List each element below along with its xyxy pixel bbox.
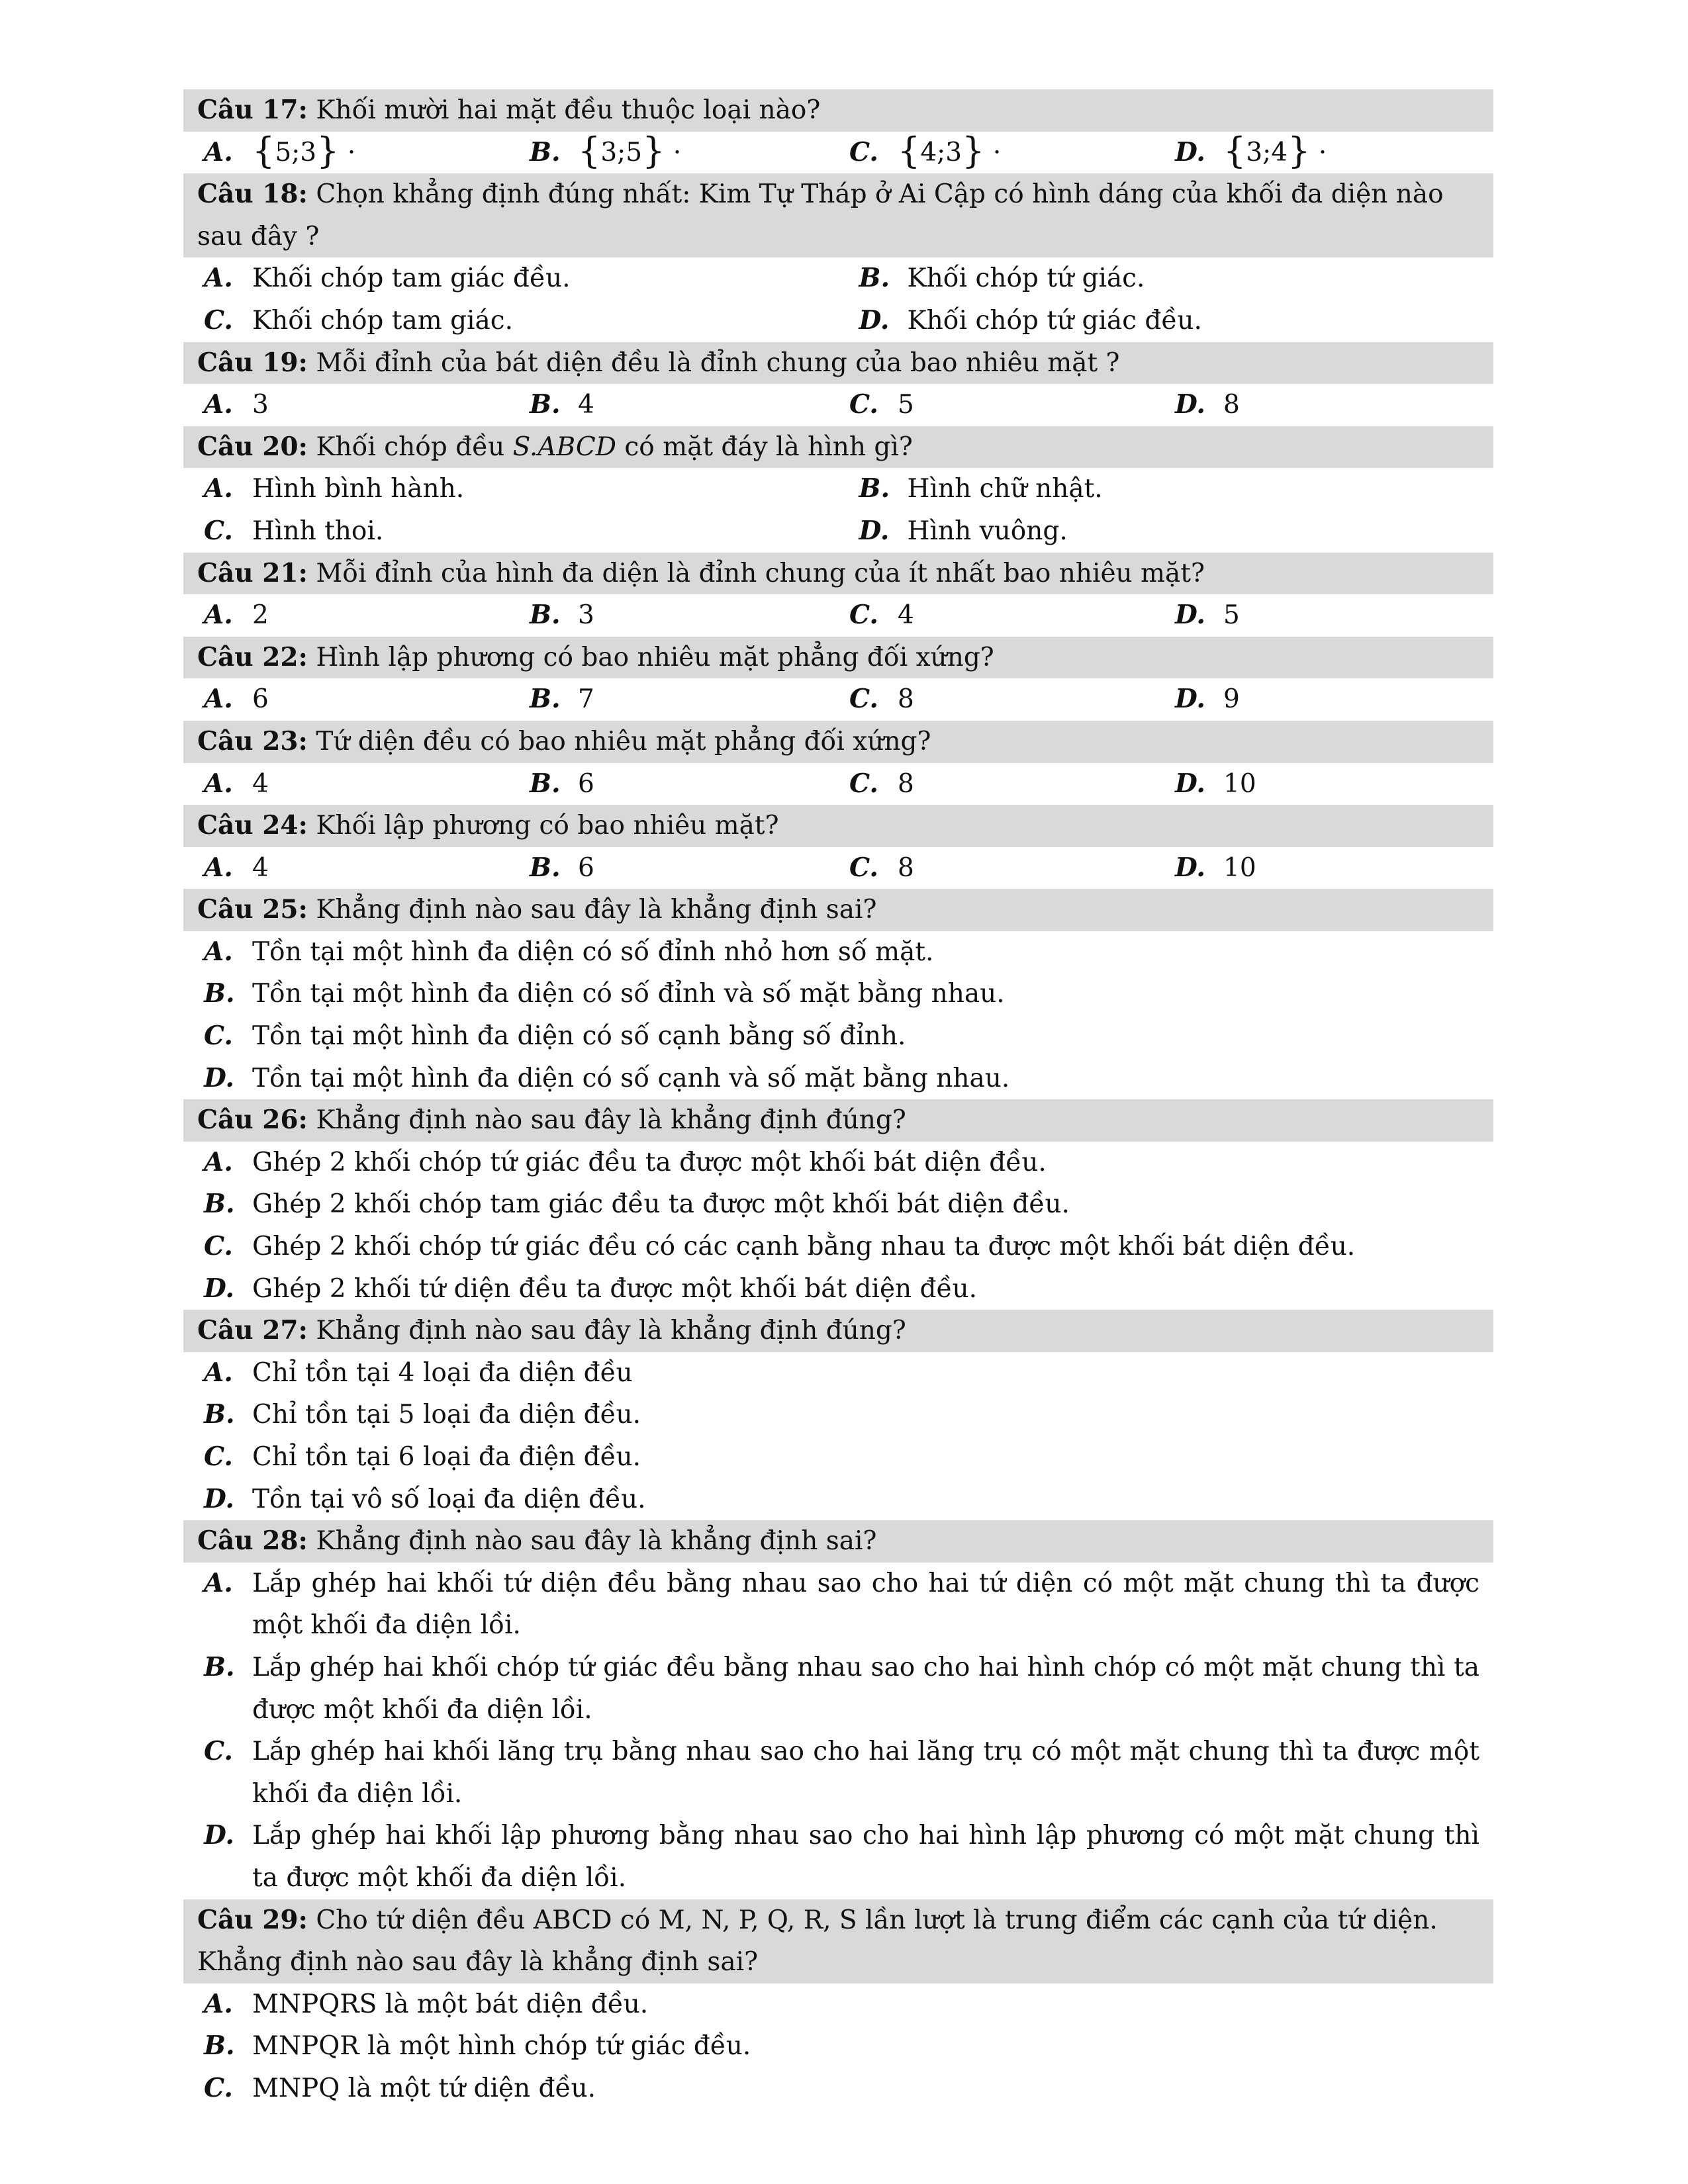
answer-option[interactable] <box>183 300 839 342</box>
options-row <box>183 1268 1493 1310</box>
options-row <box>183 1394 1493 1436</box>
option-text <box>578 129 682 174</box>
option-letter: C. <box>204 2072 233 2103</box>
option-text: Ghép 2 khối tứ diện đều ta được một khối bát diện đều. <box>252 1273 978 1304</box>
option-letter: D. <box>204 1273 235 1304</box>
question-text: Khẳng định nào sau đây là khẳng định sai? <box>307 1526 877 1557</box>
option-text: Hình bình hành. <box>252 474 465 504</box>
answer-option[interactable] <box>829 763 1154 805</box>
answer-option[interactable] <box>1154 847 1480 889</box>
set-value: 5;3 <box>275 137 317 167</box>
option-letter: A. <box>204 1567 233 1598</box>
question-stem <box>183 89 1493 132</box>
options-row <box>183 1983 1493 2026</box>
option-text: Khối chóp tứ giác đều. <box>907 305 1202 336</box>
question-text-cont: có mặt đáy là hình gì? <box>616 432 913 462</box>
question-stem <box>183 1310 1493 1352</box>
answer-option[interactable] <box>839 300 1494 342</box>
answer-option[interactable] <box>183 2068 1479 2110</box>
options-row <box>183 468 1493 510</box>
option-text: 6 <box>578 852 594 883</box>
options-row <box>183 1563 1493 1647</box>
question-stem <box>183 1520 1493 1563</box>
option-text <box>898 129 1002 174</box>
option-text: Hình chữ nhật. <box>907 474 1103 504</box>
answer-option[interactable] <box>829 384 1154 426</box>
question-stem <box>183 553 1493 595</box>
option-text: Hình vuông. <box>907 516 1068 546</box>
option-letter: A. <box>204 136 233 167</box>
question-text: Tứ diện đều có bao nhiêu mặt phẳng đối xứng? <box>307 726 931 756</box>
option-letter: B. <box>204 1189 235 1220</box>
option-text <box>252 129 356 174</box>
question-number: Câu 23: <box>197 725 308 756</box>
answer-option[interactable] <box>183 1731 1479 1815</box>
option-text: Tồn tại một hình đa diện có số cạnh và số mặt bằng nhau. <box>252 1063 1010 1093</box>
left-brace: { <box>578 129 601 171</box>
option-text: 10 <box>1223 852 1256 883</box>
option-letter: D. <box>204 1483 235 1514</box>
option-letter: A. <box>204 684 233 715</box>
option-text: 4 <box>252 768 269 799</box>
option-letter: D. <box>859 515 890 546</box>
options-row <box>183 1731 1493 1815</box>
answer-option[interactable] <box>509 763 829 805</box>
option-letter: C. <box>204 304 233 336</box>
answer-option[interactable] <box>183 1647 1479 1731</box>
answer-option[interactable] <box>509 594 829 637</box>
option-text: Khối chóp tam giác. <box>252 305 514 336</box>
answer-option[interactable] <box>183 973 1479 1015</box>
question-number: Câu 18: <box>197 179 308 210</box>
options-row <box>183 1647 1493 1731</box>
option-letter: D. <box>1175 852 1206 883</box>
option-letter: D. <box>204 1820 235 1851</box>
answer-option[interactable] <box>183 384 509 426</box>
option-letter: D. <box>1175 600 1206 631</box>
option-text: 6 <box>578 768 594 799</box>
option-letter: A. <box>204 263 233 294</box>
answer-option[interactable] <box>839 257 1494 300</box>
option-text: 4 <box>252 852 269 883</box>
option-text: Chỉ tồn tại 6 loại đa điện đều. <box>252 1442 641 1472</box>
answer-option[interactable] <box>183 1394 1479 1436</box>
question-text: Khẳng định nào sau đây là khẳng định sai? <box>307 895 877 925</box>
set-value: 4;3 <box>920 137 962 167</box>
question-stem <box>183 637 1493 679</box>
option-text: 8 <box>898 852 914 883</box>
option-letter: A. <box>204 1146 233 1177</box>
dot: · <box>1310 137 1327 167</box>
left-brace: { <box>1223 129 1246 171</box>
answer-option[interactable] <box>183 1479 1479 1521</box>
answer-option[interactable] <box>829 847 1154 889</box>
answer-option[interactable] <box>183 468 839 510</box>
set-value: 3;4 <box>1246 137 1288 167</box>
option-letter: C. <box>849 684 878 715</box>
left-brace: { <box>898 129 921 171</box>
option-letter: C. <box>849 768 878 799</box>
answer-option[interactable] <box>183 678 509 721</box>
question-number: Câu 21: <box>197 557 308 588</box>
answer-option[interactable] <box>839 510 1494 553</box>
answer-option[interactable] <box>183 2025 1479 2068</box>
option-letter: A. <box>204 600 233 631</box>
option-text: 6 <box>252 684 269 715</box>
option-text: 8 <box>1223 390 1240 420</box>
answer-option[interactable] <box>509 678 829 721</box>
answer-option[interactable] <box>183 1268 1479 1310</box>
option-letter: A. <box>204 936 233 967</box>
answer-option[interactable] <box>183 594 509 637</box>
question-number: Câu 19: <box>197 347 308 378</box>
answer-option[interactable] <box>183 931 1479 974</box>
option-text: 3 <box>252 390 269 420</box>
option-letter: C. <box>849 600 878 631</box>
answer-option[interactable] <box>829 678 1154 721</box>
option-letter: C. <box>204 1021 233 1052</box>
options-row <box>183 2025 1493 2068</box>
option-letter: C. <box>204 1736 233 1767</box>
option-text: MNPQ là một tứ diện đều. <box>252 2073 596 2103</box>
question-number: Câu 20: <box>197 431 308 462</box>
question-stem <box>183 889 1493 931</box>
option-letter: D. <box>204 1062 235 1093</box>
option-text: 7 <box>578 684 594 715</box>
set-value: 3;5 <box>600 137 643 167</box>
option-letter: A. <box>204 768 233 799</box>
answer-option[interactable] <box>183 1352 1479 1394</box>
answer-option[interactable] <box>509 384 829 426</box>
answer-option[interactable] <box>509 847 829 889</box>
answer-option[interactable] <box>183 1436 1479 1479</box>
question-number: Câu 22: <box>197 641 308 672</box>
options-row <box>183 1226 1493 1268</box>
options-row <box>183 300 1493 342</box>
option-text: Lắp ghép hai khối lập phương bằng nhau sao cho hai hình lập phương có một mặt chung thì ta được một khối đa diện lồi. <box>252 1821 1479 1893</box>
options-row <box>183 257 1493 300</box>
question-number: Câu 17: <box>197 95 308 125</box>
options-row <box>183 384 1493 426</box>
dot: · <box>339 137 356 167</box>
answer-option[interactable] <box>183 129 509 174</box>
options-row <box>183 129 1493 174</box>
answer-option[interactable] <box>183 1563 1479 1647</box>
exam-document <box>183 89 1493 2110</box>
answer-option[interactable] <box>1154 129 1480 174</box>
option-letter: D. <box>1175 389 1206 420</box>
option-text: MNPQR là một hình chóp tứ giác đều. <box>252 2031 751 2062</box>
answer-option[interactable] <box>1154 384 1480 426</box>
options-row <box>183 973 1493 1015</box>
option-text: Ghép 2 khối chóp tứ giác đều có các cạnh bằng nhau ta được một khối bát diện đều. <box>252 1232 1356 1262</box>
option-letter: B. <box>530 684 561 715</box>
option-letter: D. <box>1175 768 1206 799</box>
question-stem <box>183 721 1493 763</box>
options-row <box>183 1815 1493 1899</box>
options-row <box>183 931 1493 974</box>
option-letter: A. <box>204 473 233 504</box>
option-text: Tồn tại một hình đa diện có số đỉnh nhỏ hơn số mặt. <box>252 936 934 967</box>
option-text: Hình thoi. <box>252 516 384 546</box>
option-text: 5 <box>1223 600 1240 631</box>
right-brace: } <box>962 129 985 171</box>
options-row <box>183 678 1493 721</box>
answer-option[interactable] <box>839 468 1494 510</box>
option-text: MNPQRS là một bát diện đều. <box>252 1989 649 2019</box>
option-letter: C. <box>849 852 878 883</box>
option-letter: B. <box>530 768 561 799</box>
answer-option[interactable] <box>829 594 1154 637</box>
answer-option[interactable] <box>183 257 839 300</box>
option-text: 2 <box>252 600 269 631</box>
answer-option[interactable] <box>509 129 829 174</box>
option-letter: C. <box>204 515 233 546</box>
option-text: Lắp ghép hai khối lăng trụ bằng nhau sao cho hai lăng trụ có một mặt chung thì ta được một khối đa diện lồi. <box>252 1737 1479 1809</box>
option-text: Ghép 2 khối chóp tứ giác đều ta được một khối bát diện đều. <box>252 1147 1047 1177</box>
option-text: Khối chóp tam giác đều. <box>252 263 571 294</box>
option-text: Tồn tại vô số loại đa diện đều. <box>252 1484 646 1514</box>
question-number: Câu 24: <box>197 810 308 841</box>
options-row <box>183 847 1493 889</box>
option-letter: B. <box>859 263 890 294</box>
option-letter: A. <box>204 1357 233 1388</box>
answer-option[interactable] <box>183 1183 1479 1226</box>
question-stem <box>183 426 1493 469</box>
question-number: Câu 29: <box>197 1904 308 1935</box>
option-letter: B. <box>204 1399 235 1430</box>
option-letter: C. <box>849 136 878 167</box>
answer-option[interactable] <box>1154 594 1480 637</box>
question-number: Câu 28: <box>197 1525 308 1557</box>
question-stem <box>183 1899 1493 1983</box>
answer-option[interactable] <box>1154 678 1480 721</box>
options-row <box>183 1058 1493 1100</box>
option-letter: B. <box>530 852 561 883</box>
options-row <box>183 1436 1493 1479</box>
options-row <box>183 1183 1493 1226</box>
answer-option[interactable] <box>1154 763 1480 805</box>
option-text: 8 <box>898 684 914 715</box>
question-text: Mỗi đỉnh của bát diện đều là đỉnh chung của bao nhiêu mặt ? <box>307 347 1120 378</box>
option-text: 10 <box>1223 768 1256 799</box>
option-text: 9 <box>1223 684 1240 715</box>
option-letter: C. <box>204 1231 233 1262</box>
option-letter: C. <box>204 1441 233 1472</box>
question-text: Chọn khẳng định đúng nhất: Kim Tự Tháp ở Ai Cập có hình dáng của khối đa diện nào sau đây ? <box>197 179 1444 251</box>
question-number: Câu 27: <box>197 1315 308 1346</box>
options-row <box>183 1142 1493 1184</box>
option-text: 4 <box>578 390 594 420</box>
option-letter: D. <box>1175 684 1206 715</box>
options-row <box>183 510 1493 553</box>
option-text: 4 <box>898 600 914 631</box>
option-text <box>1223 129 1327 174</box>
option-text: Lắp ghép hai khối chóp tứ giác đều bằng nhau sao cho hai hình chóp có một mặt chung thì ta được một khối đa diện lồi. <box>252 1652 1479 1725</box>
question-number: Câu 26: <box>197 1105 308 1136</box>
left-brace: { <box>252 129 275 171</box>
question-stem <box>183 342 1493 385</box>
options-row <box>183 2068 1493 2110</box>
option-letter: C. <box>849 389 878 420</box>
option-letter: B. <box>859 473 890 504</box>
question-text: Khối chóp đều <box>307 432 513 462</box>
answer-option[interactable] <box>183 847 509 889</box>
option-letter: B. <box>204 2030 235 2062</box>
question-stem <box>183 805 1493 847</box>
options-row <box>183 594 1493 637</box>
answer-option[interactable] <box>183 763 509 805</box>
options-row <box>183 1479 1493 1521</box>
options-row <box>183 1352 1493 1394</box>
option-letter: B. <box>530 600 561 631</box>
right-brace: } <box>642 129 665 171</box>
option-text: Khối chóp tứ giác. <box>907 263 1145 294</box>
answer-option[interactable] <box>183 1226 1479 1268</box>
question-text: Khối mười hai mặt đều thuộc loại nào? <box>307 95 821 125</box>
question-text: Khẳng định nào sau đây là khẳng định đúng? <box>307 1105 906 1136</box>
option-text: Ghép 2 khối chóp tam giác đều ta được một khối bát diện đều. <box>252 1189 1070 1220</box>
dot: · <box>984 137 1002 167</box>
option-letter: D. <box>1175 136 1206 167</box>
question-text: Hình lập phương có bao nhiêu mặt phẳng đối xứng? <box>307 642 994 672</box>
dot: · <box>665 137 682 167</box>
answer-option[interactable] <box>183 1015 1479 1058</box>
option-letter: B. <box>204 978 235 1009</box>
question-text: Khẳng định nào sau đây là khẳng định đúng? <box>307 1316 906 1346</box>
right-brace: } <box>316 129 340 171</box>
question-number: Câu 25: <box>197 894 308 925</box>
question-stem <box>183 1099 1493 1142</box>
question-text: Cho tứ diện đều ABCD có M, N, P, Q, R, S lần lượt là trung điểm các cạnh của tứ diện. Khẳng định nào sau đây là khẳng định sai? <box>197 1905 1438 1978</box>
options-row <box>183 763 1493 805</box>
option-letter: A. <box>204 1988 233 2019</box>
option-letter: B. <box>530 389 561 420</box>
options-row <box>183 1015 1493 1058</box>
answer-option[interactable] <box>183 1058 1479 1100</box>
option-text: 8 <box>898 768 914 799</box>
answer-option[interactable] <box>829 129 1154 174</box>
option-text: Chỉ tồn tại 5 loại đa diện đều. <box>252 1400 641 1430</box>
question-text: Khối lập phương có bao nhiêu mặt? <box>307 811 779 841</box>
answer-option[interactable] <box>183 1815 1479 1899</box>
option-text: Chỉ tồn tại 4 loại đa diện đều <box>252 1357 633 1388</box>
question-stem <box>183 173 1493 257</box>
option-letter: D. <box>859 304 890 336</box>
option-text: Tồn tại một hình đa diện có số cạnh bằng số đỉnh. <box>252 1021 906 1052</box>
answer-option[interactable] <box>183 510 839 553</box>
answer-option[interactable] <box>183 1983 1479 2026</box>
answer-option[interactable] <box>183 1142 1479 1184</box>
option-letter: B. <box>530 136 561 167</box>
option-text: Tồn tại một hình đa diện có số đỉnh và số mặt bằng nhau. <box>252 979 1005 1009</box>
option-text: 3 <box>578 600 594 631</box>
right-brace: } <box>1288 129 1311 171</box>
option-letter: A. <box>204 852 233 883</box>
option-letter: A. <box>204 389 233 420</box>
option-letter: B. <box>204 1651 235 1682</box>
question-math: S.ABCD <box>512 432 616 462</box>
option-text: Lắp ghép hai khối tứ diện đều bằng nhau sao cho hai tứ diện có một mặt chung thì ta được một khối đa diện lồi. <box>252 1568 1479 1641</box>
option-text: 5 <box>898 390 914 420</box>
question-text: Mỗi đỉnh của hình đa diện là đỉnh chung của ít nhất bao nhiêu mặt? <box>307 558 1205 588</box>
